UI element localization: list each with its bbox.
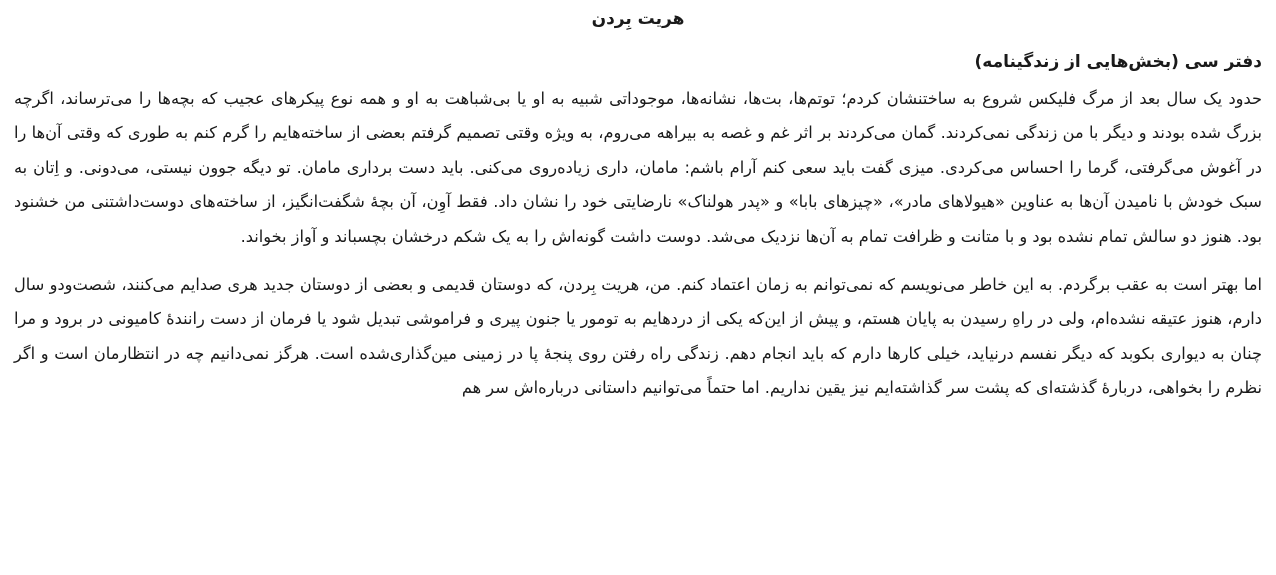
paragraph-1: حدود یک سال بعد از مرگ فلیکس شروع به ساختنشان کردم؛ توتم‌ها، بت‌ها، نشانه‌ها، موجوداتی شبیه به او یا بی‌شباهت به او و همه نوع پیکرهای عجیب که بچه‌ها را می‌ترساند، اگرچه بزرگ شده بودند و دیگر با من زندگی نمی‌کردند. گمان می‌کردند بر اثر غم و غصه به بیراهه می‌روم، به ویژه وقتی تصمیم گرفتم بعضی از ساخته‌هایم را گرم کنم به طوری که وقتی آن‌ها را در آغوش می‌گرفتی، گرما را احساس می‌کردی. میزی گفت باید سعی کنم آرام باشم: مامان، داری زیاده‌روی می‌کنی. باید دست برداری مامان. تو دیگه جوون نیستی، می‌دونی. و اِتان به سبک خودش با نامیدن آن‌ها به عناوین «هیولاهای مادر»، «چیزهای بابا» و «پدر هولناک» نارضایتی خود را نشان داد. فقط آوِن، آن بچهٔ شگفت‌انگیز، از ساخته‌های دوست‌داشتنی من خشنود بود. هنوز دو سالش تمام نشده بود و با متانت و ظرافت تمام به آن‌ها نزدیک می‌شد. دوست داشت گونه‌اش را به یک شکم درخشان بچسباند و آواز بخواند.: [14, 89, 1262, 246]
section-title: دفتر سی (بخش‌هایی از زندگینامه): [974, 52, 1262, 72]
page-title: هریت بِردن: [591, 9, 685, 29]
paragraph-2: اما بهتر است به عقب برگردم. به این خاطر می‌نویسم که نمی‌توانم به زمان اعتماد کنم. من، هریت بِردن، که دوستان قدیمی و بعضی از دوستان جدید هری صدایم می‌کنند، شصت‌ودو سال دارم، هنوز عتیقه نشده‌ام، ولی در راهِ رسیدن به پایان هستم، و پیش از این‌که یکی از دردهایم به تومور یا جنون پیری و فراموشی تبدیل شود یا فرمان از دست رانندهٔ کامیونی در برود و مرا چنان به دیواری بکوبد که دیگر نفسم درنیاید، خیلی کارها دارم که باید انجام دهم. زندگی راه رفتن روی پنجهٔ پا در زمینی مین‌گذاری‌شده است. هرگز نمی‌دانیم چه در انتظارمان است و اگر نظرم را بخواهی، دربارهٔ گذشته‌ای که پشت سر گذاشته‌ایم نیز یقین نداریم. اما حتماً می‌توانیم داستانی درباره‌اش سر هم: [14, 275, 1262, 398]
